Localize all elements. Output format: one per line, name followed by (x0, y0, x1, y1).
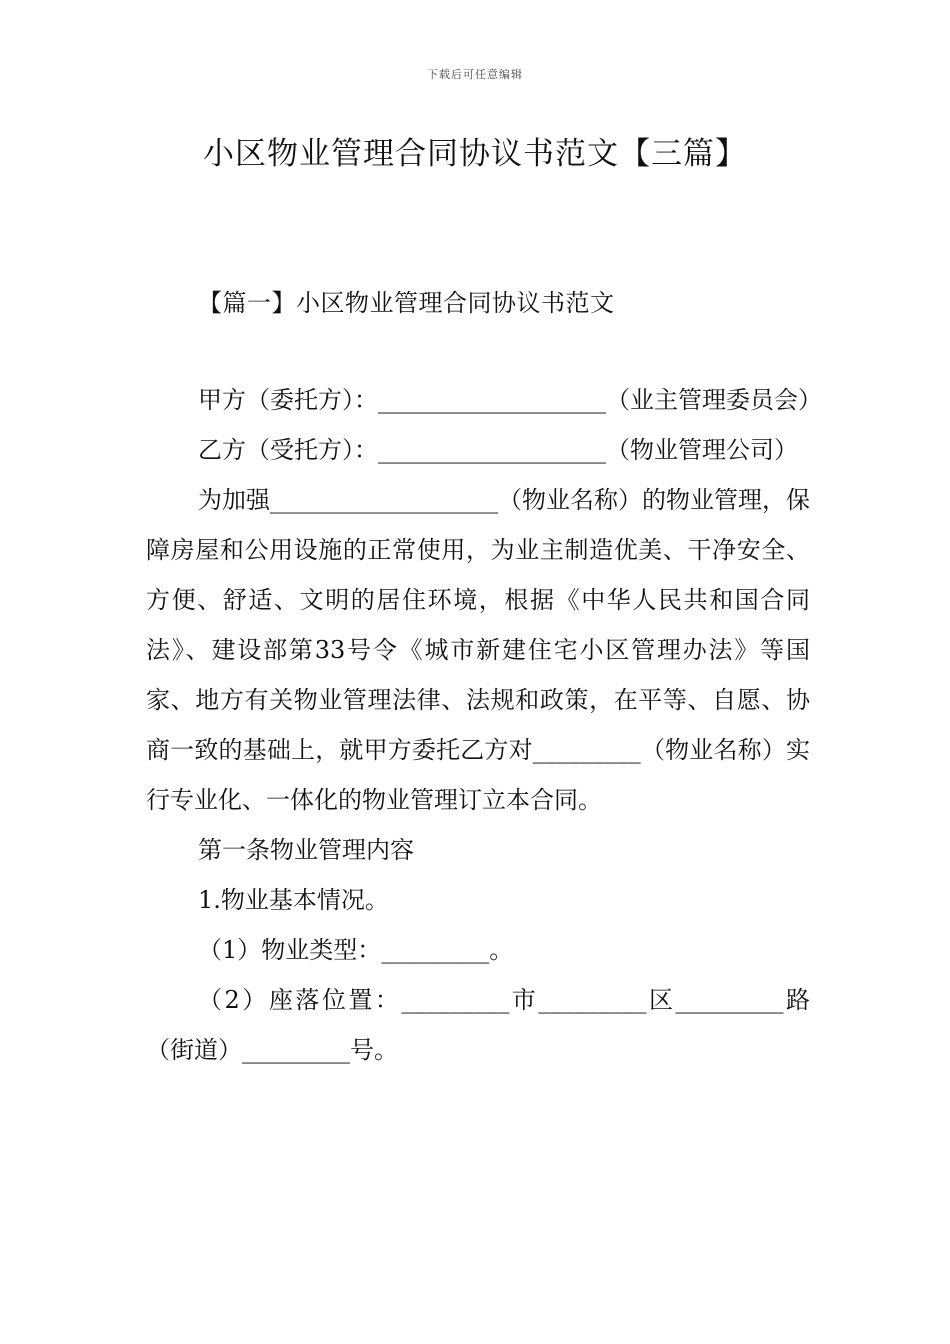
party-a-paragraph: 甲方（委托方）：___________________（业主管理委员会） (198, 386, 822, 414)
list-item: （1）物业类型：_________。 (198, 936, 514, 964)
preamble-paragraph: 为加强___________________（物业名称）的物业管理，保障房屋和公用设施的正常使用，为业主制造优美、干净安全、方便、舒适、文明的居住环境，根据《中华人民共和国合同法》、建设部第33号令《城市新建住宅小区管理办法》等国家、地方有关物业管理法律、法规和政策，在平等、自愿、协商一致的基础上，就甲方委托乙方对_________（物业名称）实行专业化、一体化的物业管理订立本合同。 (146, 486, 810, 814)
list-item: （2）座落位置：_________市_________区_________路（街道）_________号。 (146, 986, 810, 1064)
header-note: 下载后可任意编辑 (427, 68, 523, 81)
article-one-heading: 第一条物业管理内容 (198, 836, 414, 864)
section-heading: 【篇一】小区物业管理合同协议书范文 (198, 289, 615, 317)
list-item: 1.物业基本情况。 (198, 886, 389, 914)
document-body (146, 375, 822, 1075)
document-title: 小区物业管理合同协议书范文【三篇】 (203, 136, 747, 172)
party-b-paragraph: 乙方（受托方）：___________________（物业管理公司） (198, 436, 798, 464)
